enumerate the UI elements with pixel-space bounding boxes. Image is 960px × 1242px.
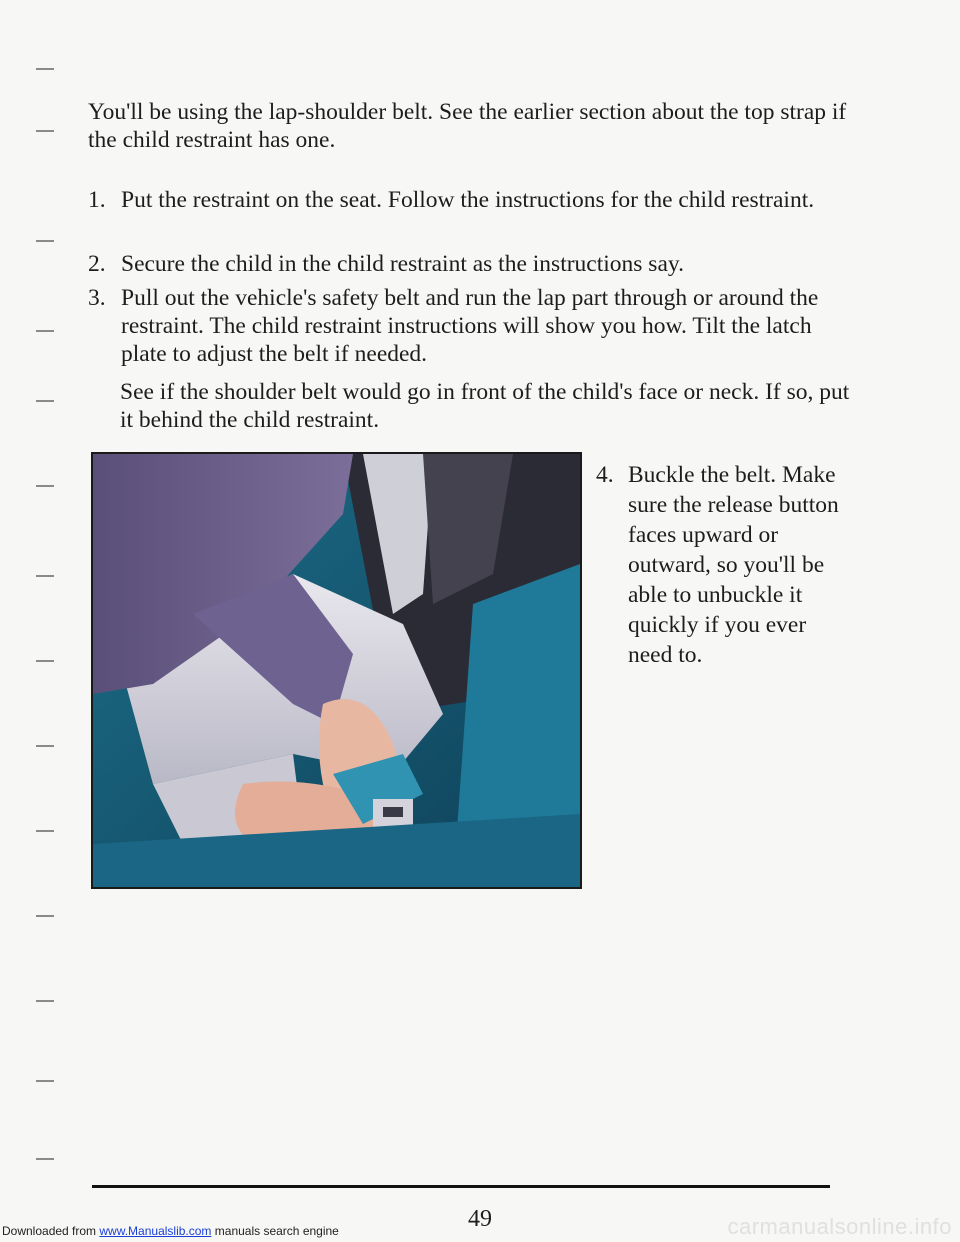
margin-mark xyxy=(36,130,54,132)
watermark: carmanualsonline.info xyxy=(727,1214,952,1239)
margin-mark xyxy=(36,745,54,747)
margin-mark xyxy=(36,830,54,832)
step-text: Buckle the belt. Make sure the release button faces upward or outward, so you'll be able to unbuckle it quickly if you ever need to. xyxy=(628,462,839,668)
step-text: Pull out the vehicle's safety belt and run the lap part through or around the restraint. The child restraint instructions will show you how. Tilt the latch plate to adjust the belt if needed. xyxy=(121,285,819,367)
step-number: 3. xyxy=(88,285,106,311)
step-3-note: See if the shoulder belt would go in front of the child's face or neck. If so, put it behind the child restraint. xyxy=(120,379,850,433)
margin-mark xyxy=(36,1000,54,1002)
footer-rule xyxy=(92,1185,830,1188)
margin-mark xyxy=(36,68,54,70)
margin-mark xyxy=(36,330,54,332)
step-number: 1. xyxy=(88,187,106,213)
buckle-illustration xyxy=(93,454,580,887)
step-text: Put the restraint on the seat. Follow the instructions for the child restraint. xyxy=(121,187,815,213)
margin-mark xyxy=(36,400,54,402)
margin-mark xyxy=(36,915,54,917)
page-number: 49 xyxy=(468,1206,492,1232)
manualslib-link[interactable]: www.Manualslib.com xyxy=(99,1224,212,1238)
download-credit xyxy=(2,1224,339,1238)
step-number: 2. xyxy=(88,251,106,277)
buckle-photo xyxy=(91,452,582,889)
margin-mark xyxy=(36,240,54,242)
step-text: Secure the child in the child restraint as the instructions say. xyxy=(121,251,684,277)
margin-mark xyxy=(36,1080,54,1082)
margin-mark xyxy=(36,1158,54,1160)
credit-suffix: manuals search engine xyxy=(211,1224,339,1238)
margin-mark xyxy=(36,575,54,577)
step-number: 4. xyxy=(596,462,614,488)
intro-paragraph: You'll be using the lap-shoulder belt. See the earlier section about the top strap if the child restraint has one. xyxy=(88,99,847,153)
credit-prefix: Downloaded from xyxy=(2,1224,100,1238)
margin-mark xyxy=(36,485,54,487)
margin-mark xyxy=(36,660,54,662)
